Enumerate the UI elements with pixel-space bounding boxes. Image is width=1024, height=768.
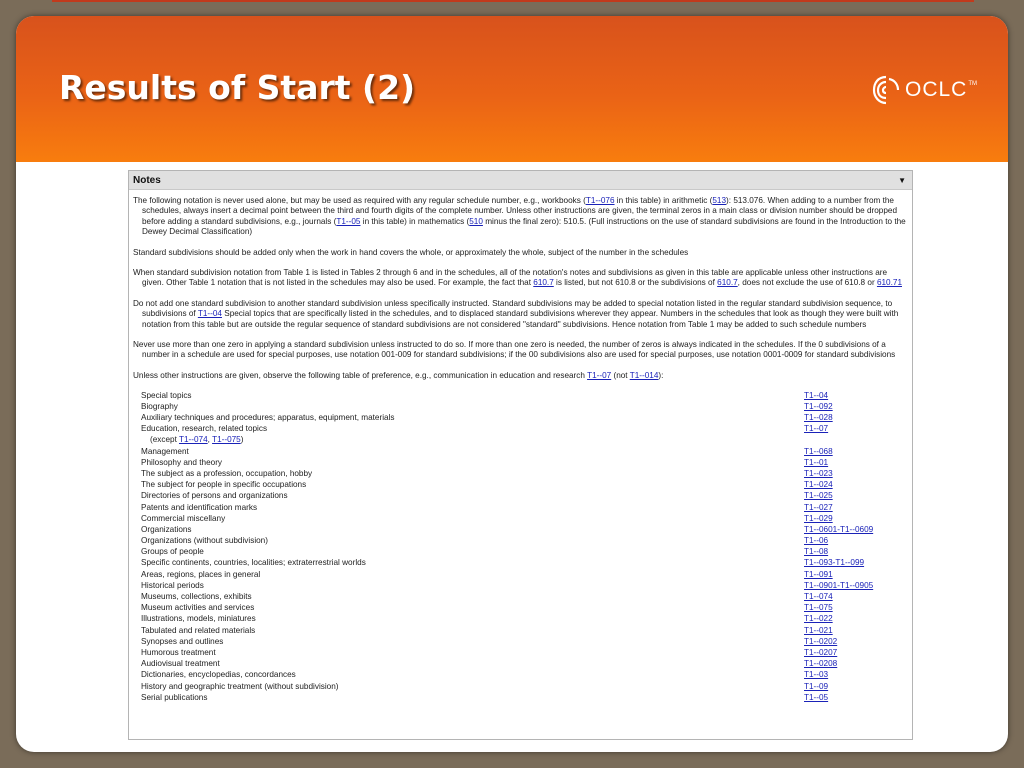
table-row <box>141 502 906 513</box>
oclc-swirl-icon <box>871 74 901 106</box>
table-row <box>141 603 906 614</box>
table-row <box>141 390 906 401</box>
except-prefix: (except <box>150 435 179 445</box>
link-510[interactable]: 510 <box>469 216 483 226</box>
table-row <box>141 547 906 558</box>
note-no-double-subdivision <box>133 299 906 330</box>
preference-link[interactable]: T1--029 <box>804 513 833 523</box>
preference-link[interactable]: T1--0901-T1--0905 <box>804 580 874 590</box>
preference-label: Areas, regions, places in general <box>141 569 261 579</box>
collapse-triangle-icon[interactable]: ▼ <box>898 175 906 185</box>
preference-exception <box>141 435 804 445</box>
table-row <box>141 569 906 580</box>
preference-link[interactable]: T1--0207 <box>804 647 838 657</box>
preference-label: Management <box>141 446 189 456</box>
preference-label: Audiovisual treatment <box>141 659 220 669</box>
preference-link[interactable]: T1--024 <box>804 480 833 490</box>
preference-label: Biography <box>141 401 178 411</box>
preference-link[interactable]: T1--08 <box>804 547 829 557</box>
table-row <box>141 424 906 435</box>
table-row <box>141 670 906 681</box>
link-t1-076[interactable]: T1--076 <box>585 196 615 205</box>
note-text: Unless other instructions are given, observe the following table of preference, e.g., communication in education and research <box>133 370 588 380</box>
preference-label: Education, research, related topics <box>141 424 268 434</box>
note-text: ): <box>658 370 664 380</box>
preference-link[interactable]: T1--091 <box>804 569 833 579</box>
link-t1-075-except[interactable]: T1--075 <box>212 435 241 445</box>
preference-label: Organizations <box>141 524 192 534</box>
preference-label: Patents and identification marks <box>141 502 258 512</box>
preference-link[interactable]: T1--023 <box>804 468 833 478</box>
preference-link[interactable]: T1--092 <box>804 401 833 411</box>
note-text: is listed, but not 610.8 or the subdivisions of <box>553 278 718 288</box>
link-t1-07[interactable]: T1--07 <box>587 370 612 380</box>
preference-link[interactable]: T1--0208 <box>804 659 838 669</box>
table-row <box>141 659 906 670</box>
note-table1-listing <box>133 268 906 289</box>
preference-label: Historical periods <box>141 580 204 590</box>
note-text: Special topics that are specifically listed in the schedules, and to displaced standard subdivisions wherever they appear. Numbers in the schedules that look as though they were built with notation from this table but are outside the regular sequence of standard subdivisions are not considered "standard" subdivisions. Hence notation from Table 1 may be added to such schedule numbers <box>142 309 899 329</box>
preference-link[interactable]: T1--04 <box>804 390 829 400</box>
preference-link[interactable]: T1--09 <box>804 681 829 691</box>
note-text: minus the final zero): 510.5. (Full instructions on the use of standard subdivisions are found in the Introduction to the Dewey Decimal Classification) <box>142 216 906 237</box>
table-row <box>141 413 906 424</box>
preference-label: Humorous treatment <box>141 647 216 657</box>
preference-label: Serial publications <box>141 692 208 702</box>
note-text: The following notation is never used alone, but may be used as required with any regular schedule number, e.g., workbooks ( <box>133 196 586 205</box>
notes-panel <box>128 170 913 740</box>
note-text: , does not exclude the use of 610.8 or <box>737 278 877 288</box>
note-whole-subject: Standard subdivisions should be added only when the work in hand covers the whole, or approximately the whole, subject of the number in the schedules <box>133 247 689 257</box>
table-row-except <box>141 435 906 446</box>
preference-label: Auxiliary techniques and procedures; apparatus, equipment, materials <box>141 413 395 423</box>
preference-link[interactable]: T1--074 <box>804 592 833 602</box>
preference-label: Directories of persons and organizations <box>141 491 288 501</box>
table-row <box>141 592 906 603</box>
preference-label: Museums, collections, exhibits <box>141 592 252 602</box>
oclc-logo <box>871 72 977 108</box>
preference-link[interactable]: T1--0202 <box>804 636 838 646</box>
preference-link[interactable]: T1--027 <box>804 502 833 512</box>
table-row <box>141 558 906 569</box>
preference-label: Synopses and outlines <box>141 636 224 646</box>
trademark-mark: TM <box>968 81 978 87</box>
link-513[interactable]: 513 <box>712 196 727 205</box>
link-t1-04[interactable]: T1--04 <box>197 309 222 319</box>
note-text: Do not add one standard subdivision to another standard subdivision unless specifically instructed. Standard subdivisions may be added to special notation listed in the regular standard subdivision sequence, to subdivisions of <box>133 298 893 319</box>
preference-label: Museum activities and services <box>141 603 255 613</box>
table-row <box>141 536 906 547</box>
table-row <box>141 446 906 457</box>
preference-link[interactable]: T1--028 <box>804 413 833 423</box>
table-row <box>141 513 906 524</box>
preference-label: Illustrations, models, miniatures <box>141 614 256 624</box>
table-row <box>141 457 906 468</box>
preference-link[interactable]: T1--068 <box>804 446 833 456</box>
notes-panel-title: Notes <box>133 174 161 186</box>
note-text: in this table) in mathematics ( <box>360 216 470 226</box>
slide <box>16 16 1008 752</box>
preference-label: Organizations (without subdivision) <box>141 536 268 546</box>
table-row <box>141 636 906 647</box>
table-row <box>141 648 906 659</box>
top-accent-line <box>52 0 974 2</box>
table-row <box>141 580 906 591</box>
except-separator: , <box>207 435 213 445</box>
link-610-7-second[interactable]: 610.7 <box>717 278 738 288</box>
preference-label: Tabulated and related materials <box>141 625 256 635</box>
preference-link[interactable]: T1--06 <box>804 536 829 546</box>
table-row <box>141 681 906 692</box>
table-row <box>141 469 906 480</box>
table-row <box>141 401 906 412</box>
preference-link[interactable]: T1--022 <box>804 614 833 624</box>
preference-link[interactable]: T1--021 <box>804 625 833 635</box>
table-row <box>141 480 906 491</box>
note-text: ): 513.076. When adding to a number from the schedules, always insert a decimal point between the third and fourth digits of the complete number. Unless other instructions are given, the terminal zeros in a main class or division number should be dropped before adding a standard subdivisions, e.g., journals ( <box>142 196 898 226</box>
preference-table <box>141 390 906 703</box>
table-row <box>141 692 906 703</box>
oclc-logo-text: OCLC <box>905 78 968 101</box>
link-t1-074-except[interactable]: T1--074 <box>178 435 208 445</box>
preference-label: History and geographic treatment (without subdivision) <box>141 681 339 691</box>
preference-link[interactable]: T1--03 <box>804 670 829 680</box>
table-row <box>141 614 906 625</box>
notes-panel-header[interactable] <box>129 171 912 190</box>
preference-label: Groups of people <box>141 547 204 557</box>
preference-label: Special topics <box>141 390 192 400</box>
preference-link[interactable]: T1--025 <box>804 491 833 501</box>
preference-label: The subject as a profession, occupation, hobby <box>141 468 313 478</box>
table-row <box>141 525 906 536</box>
preference-label: Commercial miscellany <box>141 513 226 523</box>
note-notation-usage <box>133 196 906 238</box>
preference-label: Philosophy and theory <box>141 457 223 467</box>
slide-title: Results of Start (2) <box>59 68 416 107</box>
preference-link[interactable]: T1--01 <box>804 457 829 467</box>
link-t1-014[interactable]: T1--014 <box>629 370 659 380</box>
preference-link[interactable]: T1--093-T1--099 <box>804 558 865 568</box>
notes-body <box>129 190 912 704</box>
link-t1-05[interactable]: T1--05 <box>336 216 361 226</box>
table-row <box>141 491 906 502</box>
note-zeros: Never use more than one zero in applying a standard subdivision unless instructed to do so. If more than one zero is needed, the number of zeros is always indicated in the schedules. If the 0 subdivisions of a number in a schedule are used for special purposes, use notation 001-009 for standard subdivisions; if the 00 subdivisions also are used for special purposes, use notation 0001-0009 for standard subdivisions <box>133 340 896 360</box>
preference-link[interactable]: T1--075 <box>804 603 833 613</box>
preference-label: Dictionaries, encyclopedias, concordances <box>141 670 296 680</box>
table-row <box>141 625 906 636</box>
note-text: When standard subdivision notation from Table 1 is listed in Tables 2 through 6 and in the schedules, all of the notation's notes and subdivisions as given in this table are applicable unless other instructions are given. Other Table 1 notation that is not listed in the schedules may also be used. For example, the fact that <box>133 268 888 288</box>
except-suffix: ) <box>240 435 244 445</box>
note-text: in this table) in arithmetic ( <box>614 196 713 205</box>
note-text: (not <box>611 370 630 380</box>
preference-label: The subject for people in specific occupations <box>141 480 307 490</box>
link-610-71[interactable]: 610.71 <box>876 278 902 288</box>
preference-link[interactable]: T1--07 <box>804 424 829 434</box>
note-preference-intro <box>133 371 906 381</box>
preference-link[interactable]: T1--0601-T1--0609 <box>804 524 874 534</box>
slide-header <box>16 16 1008 162</box>
link-610-7[interactable]: 610.7 <box>533 278 554 288</box>
preference-label: Specific continents, countries, localities; extraterrestrial worlds <box>141 558 366 568</box>
preference-link[interactable]: T1--05 <box>804 692 829 702</box>
